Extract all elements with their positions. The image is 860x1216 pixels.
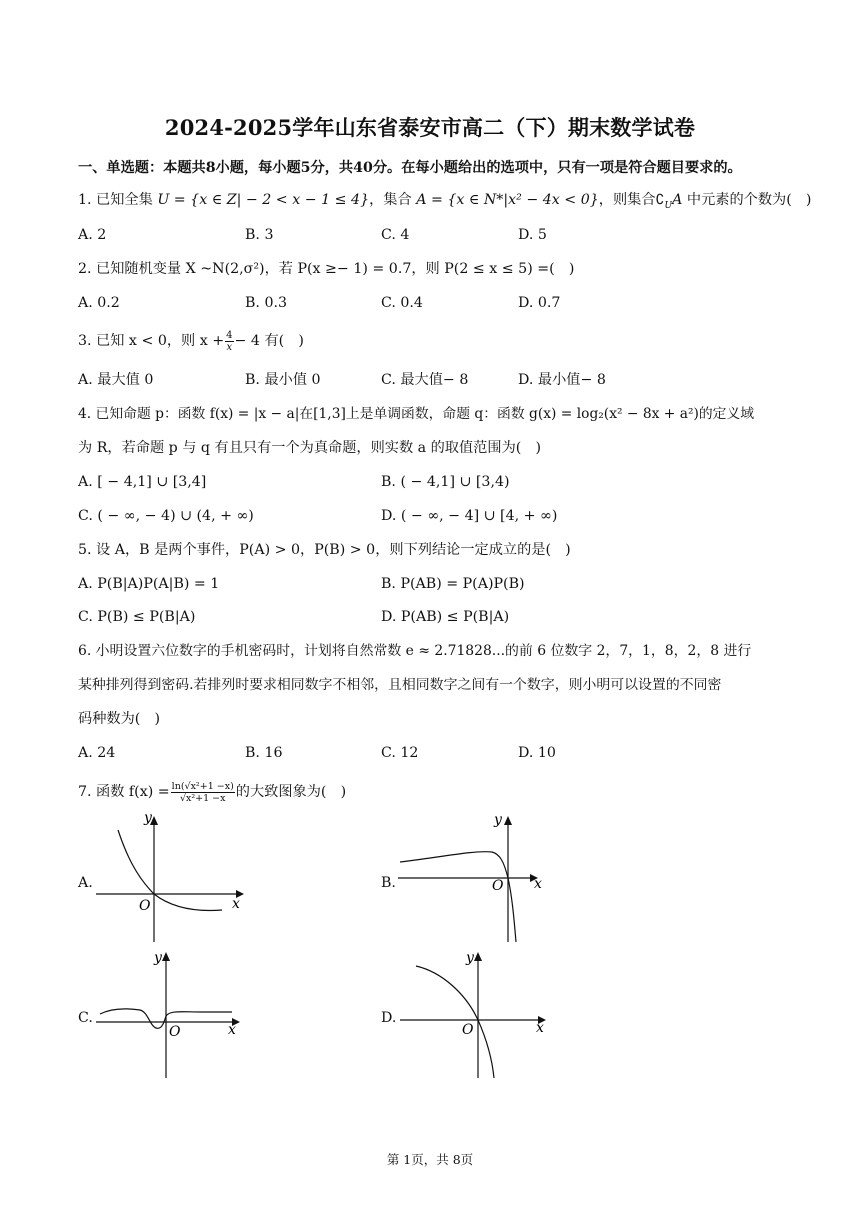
q4-option-d: D. ( − ∞, − 4] ∪ [4, + ∞) (381, 508, 558, 524)
q2-option-b: B. 0.3 (245, 295, 288, 311)
q4-option-b: B. ( − 4,1] ∪ [3,4) (381, 474, 510, 490)
q1-set-a: A = {x ∈ N*|x² − 4x < 0} (416, 192, 599, 208)
q6-option-b: B. 16 (245, 745, 283, 761)
question-4-line-1: 4. 已知命题 p：函数 f(x) = |x − a|在[1,3]上是单调函数，命题 q：函数 g(x) = log₂(x² − 8x + a²)的定义域 (78, 406, 755, 422)
graph-b-y-label: y (494, 812, 502, 828)
q2-option-a: A. 0.2 (78, 295, 120, 311)
question-3-stem (78, 326, 304, 356)
q1-text: A (672, 192, 683, 208)
q7-fraction (171, 781, 235, 804)
q5-option-d: D. P(AB) ≤ P(B|A) (381, 609, 510, 625)
question-4-line-2: 为 R，若命题 p 与 q 有且只有一个为真命题，则实数 a 的取值范围为( ) (78, 440, 542, 456)
q7-fraction-denominator: √x²+1 −x (179, 792, 226, 804)
q3-option-a: A. 最大值 0 (78, 372, 154, 388)
q3-fraction (225, 330, 233, 353)
q4-option-a: A. [ − 4,1] ∪ [3,4] (78, 474, 207, 490)
q1-option-c: C. 4 (381, 227, 410, 243)
question-5-stem: 5. 设 A，B 是两个事件，P(A) > 0，P(B) > 0，则下列结论一定成立的是( ) (78, 542, 571, 558)
graph-a-x-label: x (232, 896, 240, 912)
q7-graph-b (396, 810, 556, 946)
q3-option-b: B. 最小值 0 (245, 372, 321, 388)
q7-option-c-label: C. (78, 1010, 93, 1026)
graph-a-y-label: y (144, 810, 152, 826)
q1-option-b: B. 3 (245, 227, 274, 243)
graph-c-y-label: y (154, 950, 162, 966)
q6-option-c: C. 12 (381, 745, 419, 761)
q2-option-c: C. 0.4 (381, 295, 423, 311)
section-heading: 一、单选题：本题共8小题，每小题5分，共40分。在每小题给出的选项中，只有一项是符合题目要求的。 (78, 160, 742, 176)
page-title: 2024-2025学年山东省泰安市高二（下）期末数学试卷 (164, 115, 696, 140)
q1-text: 中元素的个数为( ) (682, 192, 812, 208)
q1-text: 1. 已知全集 (78, 192, 158, 208)
q7-graph-d (396, 946, 556, 1082)
q2-option-d: D. 0.7 (518, 295, 561, 311)
q7-graph-a (92, 810, 252, 946)
q1-option-a: A. 2 (78, 227, 107, 243)
q7-text: 7. 函数 f(x) = (78, 784, 170, 800)
question-6-line-1: 6. 小明设置六位数字的手机密码时，计划将自然常数 e ≈ 2.71828...的前 6 位数字 2，7，1，8，2，8 进行 (78, 643, 752, 659)
q3-fraction-numerator: 4 (226, 329, 233, 341)
q7-fraction-numerator: ln(√x²+1 −x) (171, 780, 234, 792)
q3-fraction-denominator: x (226, 341, 233, 353)
q1-option-d: D. 5 (518, 227, 547, 243)
q7-option-d-label: D. (381, 1010, 397, 1026)
graph-a-origin: O (139, 898, 151, 914)
graph-d-y-label: y (466, 950, 474, 966)
question-6-line-2: 某种排列得到密码.若排列时要求相同数字不相邻，且相同数字之间有一个数字，则小明可以设置的不同密 (78, 677, 722, 693)
question-1-stem (78, 190, 811, 216)
q3-option-c: C. 最大值− 8 (381, 372, 469, 388)
question-2-stem: 2. 已知随机变量 X ~N(2,σ²)，若 P(x ≥− 1) = 0.7，则 P(2 ≤ x ≤ 5) =( ) (78, 261, 575, 277)
question-7-stem (78, 775, 346, 809)
q1-subscript: U (664, 200, 673, 211)
q5-option-c: C. P(B) ≤ P(B|A) (78, 609, 196, 625)
q3-option-d: D. 最小值− 8 (518, 372, 606, 388)
q7-option-b-label: B. (381, 875, 396, 891)
q7-graph-c (92, 946, 252, 1082)
graph-d-origin: O (462, 1022, 474, 1038)
graph-c-x-label: x (228, 1022, 236, 1038)
graph-d-x-label: x (536, 1020, 544, 1036)
graph-c-origin: O (169, 1024, 181, 1040)
q1-text: ，则集合∁ (598, 192, 665, 208)
q4-option-c: C. ( − ∞, − 4) ∪ (4, + ∞) (78, 508, 254, 524)
q3-text: 3. 已知 x < 0，则 x + (78, 333, 225, 349)
graph-b-x-label: x (534, 876, 542, 892)
q3-text: − 4 有( ) (234, 333, 304, 349)
q5-option-a: A. P(B|A)P(A|B) = 1 (78, 576, 220, 592)
q7-text: 的大致图象为( ) (235, 784, 347, 800)
q6-option-d: D. 10 (518, 745, 556, 761)
page-footer: 第 1页，共 8页 (386, 1152, 474, 1167)
q1-set-u: U = {x ∈ Z| − 2 < x − 1 ≤ 4} (157, 192, 370, 208)
q7-option-a-label: A. (78, 875, 93, 891)
q5-option-b: B. P(AB) = P(A)P(B) (381, 576, 525, 592)
question-6-line-3: 码种数为( ) (78, 711, 161, 727)
q1-text: ，集合 (369, 192, 417, 208)
q6-option-a: A. 24 (78, 745, 116, 761)
graph-b-origin: O (492, 878, 504, 894)
